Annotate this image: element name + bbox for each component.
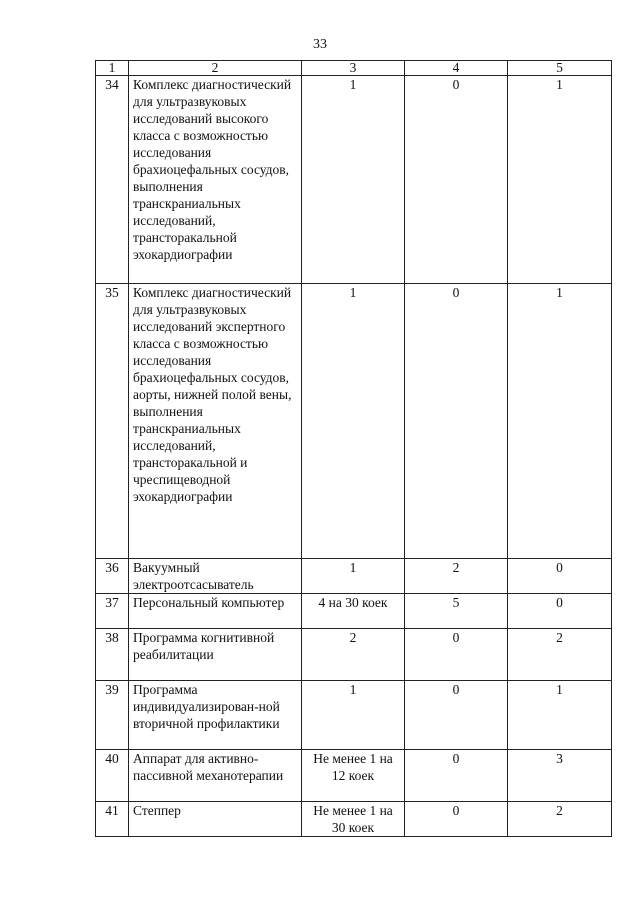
column-number-row [96,61,612,76]
column-number: 2 [129,61,302,76]
equipment-name: Аппарат для активно-пассивной механотерапии [129,750,302,802]
row-number: 35 [96,284,129,559]
equipment-name: Комплекс диагностический для ультразвуковых исследований высокого класса с возможностью исследования брахиоцефальных сосудов, выполнения транскраниальных исследований, трансторакальной эхокардиографии [129,76,302,284]
cell-col3: 1 [302,76,405,284]
equipment-name: Персональный компьютер [129,594,302,629]
table-row [96,802,612,837]
equipment-name: Комплекс диагностический для ультразвуковых исследований экспертного класса с возможностью исследования брахиоцефальных сосудов, аорты, нижней полой вены, выполнения транскраниальных исследований, трансторакальной и чреспищеводной эхокардиографии [129,284,302,559]
cell-col4: 0 [405,284,508,559]
row-number: 38 [96,629,129,681]
cell-col4: 2 [405,559,508,594]
table-row [96,750,612,802]
table-row [96,284,612,559]
cell-col4: 0 [405,629,508,681]
cell-col4: 0 [405,802,508,837]
row-number: 36 [96,559,129,594]
cell-col4: 0 [405,76,508,284]
table-row [96,76,612,284]
cell-col3: 1 [302,681,405,750]
row-number: 40 [96,750,129,802]
column-number: 5 [508,61,612,76]
table-row [96,681,612,750]
table-row [96,559,612,594]
equipment-name: Программа когнитивной реабилитации [129,629,302,681]
cell-col5: 3 [508,750,612,802]
cell-col3: 1 [302,284,405,559]
cell-col5: 0 [508,559,612,594]
cell-col3: 1 [302,559,405,594]
row-number: 34 [96,76,129,284]
cell-col4: 0 [405,750,508,802]
cell-col3: 4 на 30 коек [302,594,405,629]
cell-col3: 2 [302,629,405,681]
cell-col5: 2 [508,802,612,837]
cell-col5: 1 [508,284,612,559]
cell-col5: 2 [508,629,612,681]
table-row [96,594,612,629]
column-number: 4 [405,61,508,76]
equipment-table [95,60,612,837]
cell-col3: Не менее 1 на 30 коек [302,802,405,837]
equipment-name: Степпер [129,802,302,837]
cell-col5: 1 [508,681,612,750]
cell-col4: 0 [405,681,508,750]
equipment-name: Программа индивидуализирован-ной вторичной профилактики [129,681,302,750]
page-number: 33 [313,37,327,52]
row-number: 39 [96,681,129,750]
cell-col5: 0 [508,594,612,629]
table-row [96,629,612,681]
column-number: 3 [302,61,405,76]
row-number: 37 [96,594,129,629]
cell-col4: 5 [405,594,508,629]
cell-col5: 1 [508,76,612,284]
column-number: 1 [96,61,129,76]
cell-col3: Не менее 1 на 12 коек [302,750,405,802]
row-number: 41 [96,802,129,837]
equipment-name: Вакуумный электроотсасыватель [129,559,302,594]
